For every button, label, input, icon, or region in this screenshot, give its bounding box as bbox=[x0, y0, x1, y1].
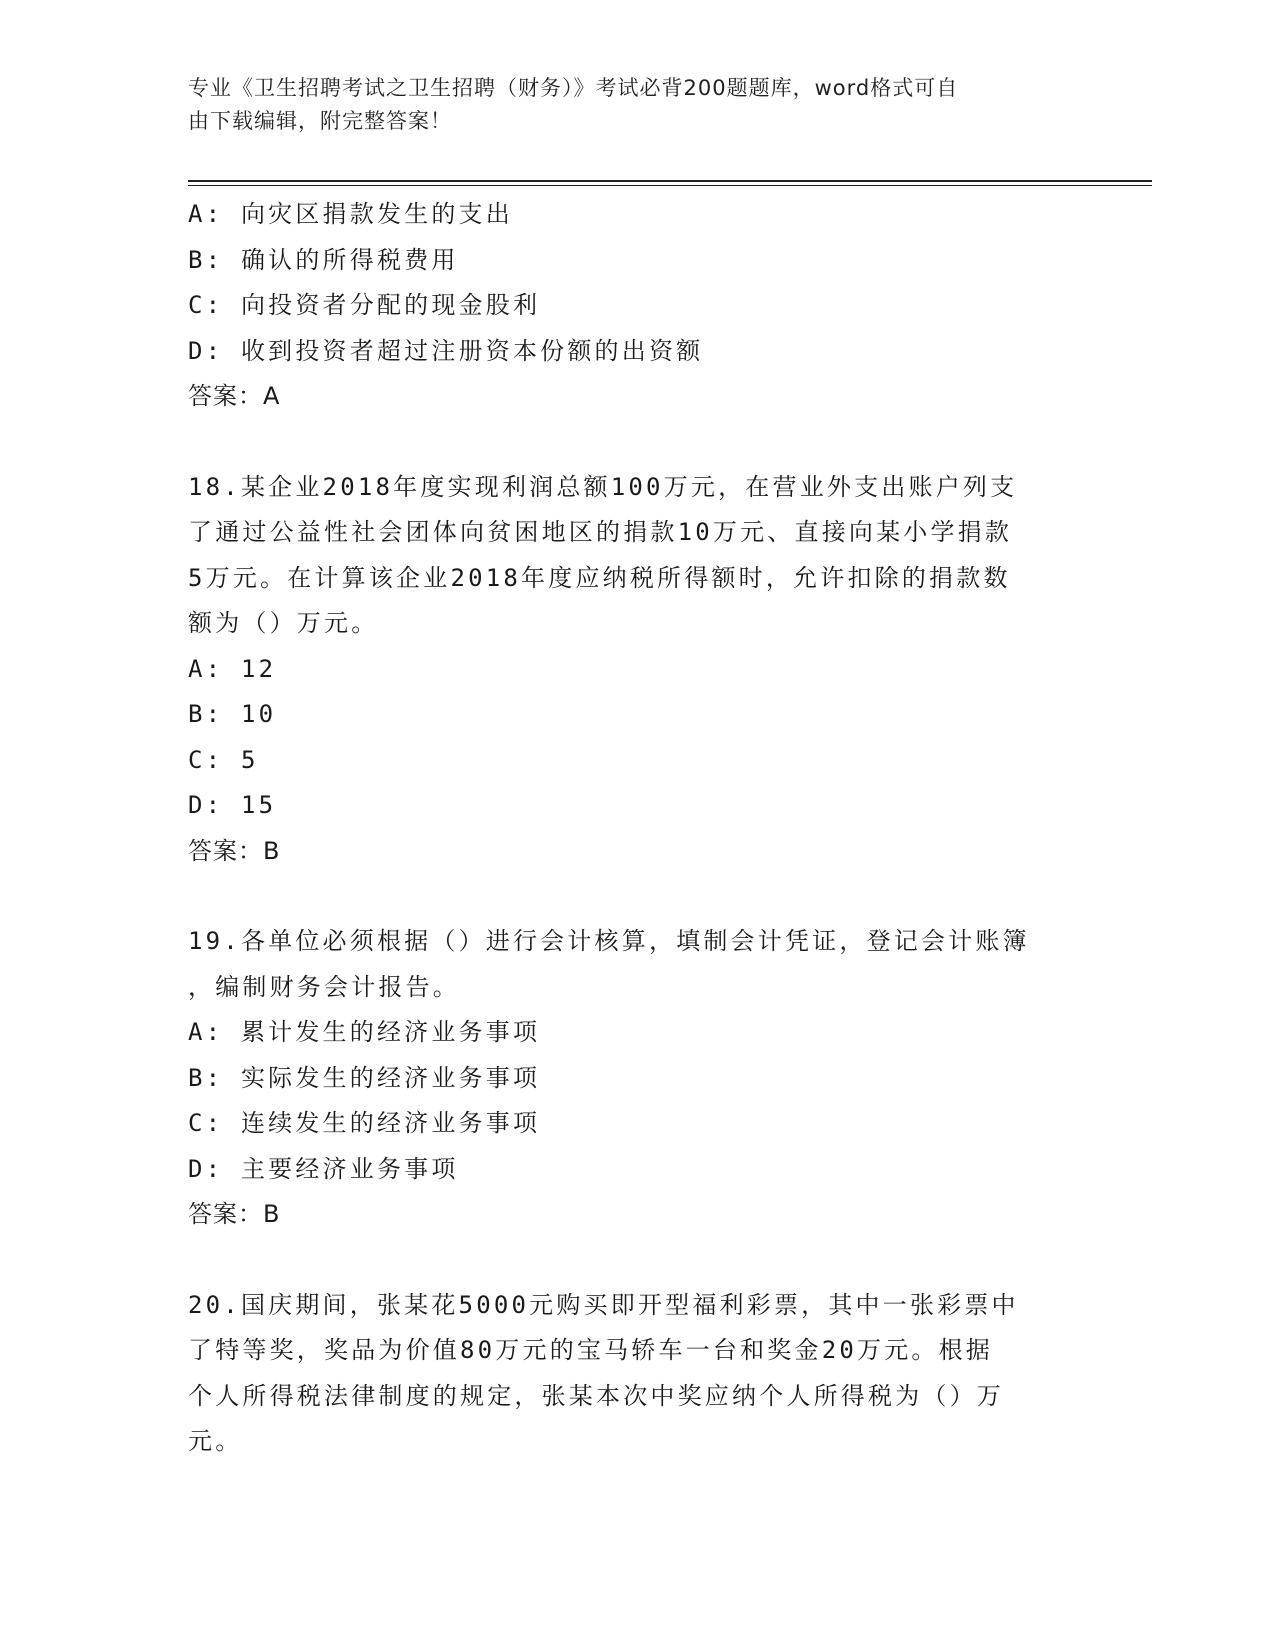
answer-line: 答案：B bbox=[188, 1200, 281, 1228]
option-c: C: 5 bbox=[188, 745, 259, 774]
header-divider-thin bbox=[188, 185, 1152, 186]
question-stem-line: 18.某企业2018年度实现利润总额100万元，在营业外支出账户列支 bbox=[188, 472, 1018, 501]
question-stem-line: 19.各单位必须根据（）进行会计核算，填制会计凭证，登记会计账簿 bbox=[188, 927, 1030, 955]
header-divider-thick bbox=[188, 180, 1152, 182]
header-title-line-1: 专业《卫生招聘考试之卫生招聘（财务）》考试必背200题题库，word格式可自 bbox=[188, 76, 959, 100]
question-stem-line: 额为（）万元。 bbox=[188, 609, 379, 637]
option-b: B: 10 bbox=[188, 700, 277, 728]
option-d: D: 主要经济业务事项 bbox=[188, 1154, 459, 1183]
option-b: B: 实际发生的经济业务事项 bbox=[188, 1063, 541, 1092]
option-b: B: 确认的所得税费用 bbox=[188, 245, 459, 274]
option-c: C: 向投资者分配的现金股利 bbox=[188, 291, 541, 319]
question-list bbox=[188, 192, 1088, 1465]
option-d: D: 收到投资者超过注册资本份额的出资额 bbox=[188, 336, 704, 365]
question-block-18 bbox=[188, 465, 1088, 875]
question-stem-line: 元。 bbox=[188, 1427, 243, 1455]
question-stem-line: ，编制财务会计报告。 bbox=[188, 972, 460, 1001]
option-d: D: 15 bbox=[188, 791, 277, 819]
question-block-19 bbox=[188, 919, 1088, 1238]
question-stem-line: 了通过公益性社会团体向贫困地区的捐款10万元、直接向某小学捐款 bbox=[188, 518, 1013, 546]
header-title-line-2: 由下载编辑，附完整答案！ bbox=[188, 109, 452, 133]
question-block-20 bbox=[188, 1283, 1088, 1465]
document-header bbox=[188, 72, 1068, 138]
answer-line: 答案：A bbox=[188, 382, 281, 410]
option-a: A: 累计发生的经济业务事项 bbox=[188, 1018, 541, 1046]
option-a: A: 向灾区捐款发生的支出 bbox=[188, 200, 513, 228]
option-a: A: 12 bbox=[188, 654, 277, 683]
answer-line: 答案：B bbox=[188, 836, 281, 865]
question-stem-line: 5万元。在计算该企业2018年度应纳税所得额时，允许扣除的捐款数 bbox=[188, 563, 1011, 592]
question-stem-line: 个人所得税法律制度的规定，张某本次中奖应纳个人所得税为（）万 bbox=[188, 1381, 1004, 1410]
question-stem-line: 了特等奖，奖品为价值80万元的宝马轿车一台和奖金20万元。根据 bbox=[188, 1336, 993, 1364]
question-stem-line: 20.国庆期间，张某花5000元购买即开型福利彩票，其中一张彩票中 bbox=[188, 1290, 1019, 1319]
option-c: C: 连续发生的经济业务事项 bbox=[188, 1109, 541, 1137]
question-block-17 bbox=[188, 192, 1088, 420]
